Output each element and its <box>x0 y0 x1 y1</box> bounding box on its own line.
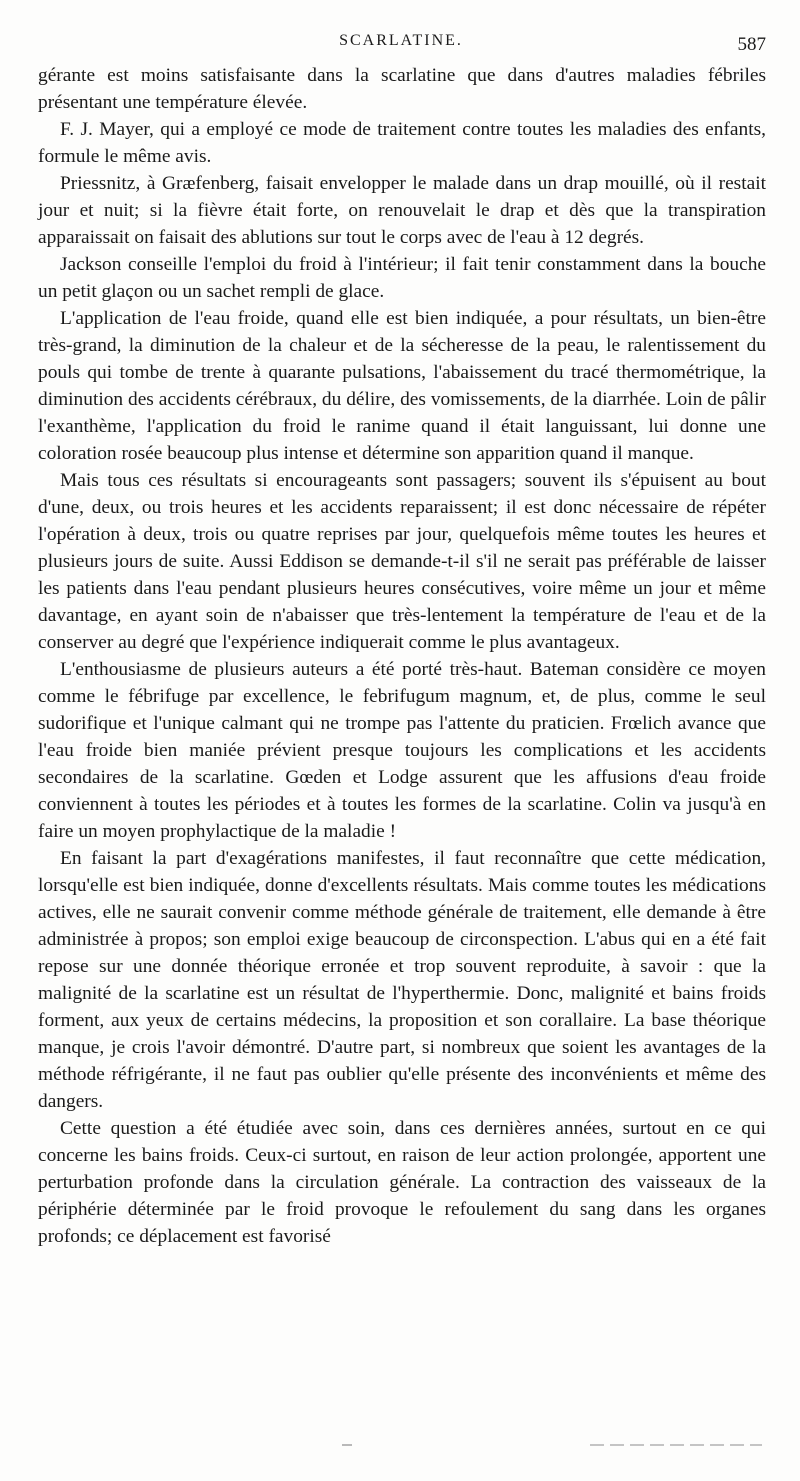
paragraph: Priessnitz, à Græfenberg, faisait envelopper le malade dans un drap mouillé, où il restait jour et nuit; si la fièvre était forte, on renouvelait le drap et dès que la transpiration apparaissait on faisait des ablutions sur tout le corps avec de l'eau à 12 degrés. <box>38 173 766 248</box>
paragraph: L'application de l'eau froide, quand elle est bien indiquée, a pour résultats, un bien-être très-grand, la diminution de la chaleur et de la sécheresse de la peau, le ralentissement du pouls qui tombe de trente à quarante pulsations, l'abaissement du tracé thermométrique, la diminution des accidents cérébraux, du délire, des vomissements, de la diarrhée. Loin de pâlir l'exanthème, l'application du froid le ranime quand il était languissant, lui donne une coloration rosée beaucoup plus intense et détermine son apparition quand il manque. <box>38 308 766 464</box>
paragraph: L'enthousiasme de plusieurs auteurs a été porté très-haut. Bateman considère ce moyen comme le fébrifuge par excellence, le febrifugum magnum, et, de plus, comme le seul sudorifique et l'unique calmant qui ne trompe pas l'attente du praticien. Frœlich avance que l'eau froide bien maniée prévient presque toujours les complications et les accidents secondaires de la scarlatine. Gœden et Lodge assurent que les affusions d'eau froide conviennent à toutes les périodes et à toutes les formes de la scarlatine. Colin va jusqu'à en faire un moyen prophylactique de la maladie ! <box>38 659 766 842</box>
running-title: SCARLATINE. <box>339 32 463 49</box>
running-head <box>32 30 770 56</box>
paragraph: F. J. Mayer, qui a employé ce mode de traitement contre toutes les maladies des enfants, formule le même avis. <box>38 119 766 167</box>
page-number: 587 <box>737 34 766 55</box>
paragraph: Jackson conseille l'emploi du froid à l'intérieur; il fait tenir constamment dans la bouche un petit glaçon ou un sachet rempli de glace. <box>38 254 766 302</box>
faint-mark <box>342 1444 352 1446</box>
bleed-through-marks <box>0 1442 800 1452</box>
faint-mark <box>590 1444 762 1446</box>
body-text <box>38 62 766 1250</box>
paragraph: Mais tous ces résultats si encourageants sont passagers; souvent ils s'épuisent au bout d'une, deux, ou trois heures et les accidents reparaissent; il est donc nécessaire de répéter l'opération à deux, trois ou quatre reprises par jour, quelquefois même toutes les heures et plusieurs jours de suite. Aussi Eddison se demande-t-il s'il ne serait pas préférable de laisser les patients dans l'eau pendant plusieurs heures consécutives, voire même un jour et même davantage, en ayant soin de n'abaisser que très-lentement la température de l'eau et de la conserver au degré que l'expérience indiquerait comme le plus avantageux. <box>38 470 766 653</box>
paragraph: gérante est moins satisfaisante dans la scarlatine que dans d'autres maladies fébriles présentant une température élevée. <box>38 65 766 113</box>
paragraph: En faisant la part d'exagérations manifestes, il faut reconnaître que cette médication, lorsqu'elle est bien indiquée, donne d'excellents résultats. Mais comme toutes les médications actives, elle ne saurait convenir comme méthode générale de traitement, elle demande à être administrée à propos; son emploi exige beaucoup de circonspection. L'abus qui en a été fait repose sur une donnée théorique erronée et trop souvent reproduite, à savoir : que la malignité de la scarlatine est un résultat de l'hyperthermie. Donc, malignité et bains froids forment, aux yeux de certains médecins, la proposition et son corallaire. La base théorique manque, je crois l'avoir démontré. D'autre part, si nombreux que soient les avantages de la méthode réfrigérante, il ne faut pas oublier qu'elle présente des inconvénients et même des dangers. <box>38 848 766 1112</box>
paragraph: Cette question a été étudiée avec soin, dans ces dernières années, surtout en ce qui concerne les bains froids. Ceux-ci surtout, en raison de leur action prolongée, apportent une perturbation profonde dans la circulation générale. La contraction des vaisseaux de la périphérie déterminée par le froid provoque le refoulement du sang dans les organes profonds; ce déplacement est favorisé <box>38 1118 766 1247</box>
